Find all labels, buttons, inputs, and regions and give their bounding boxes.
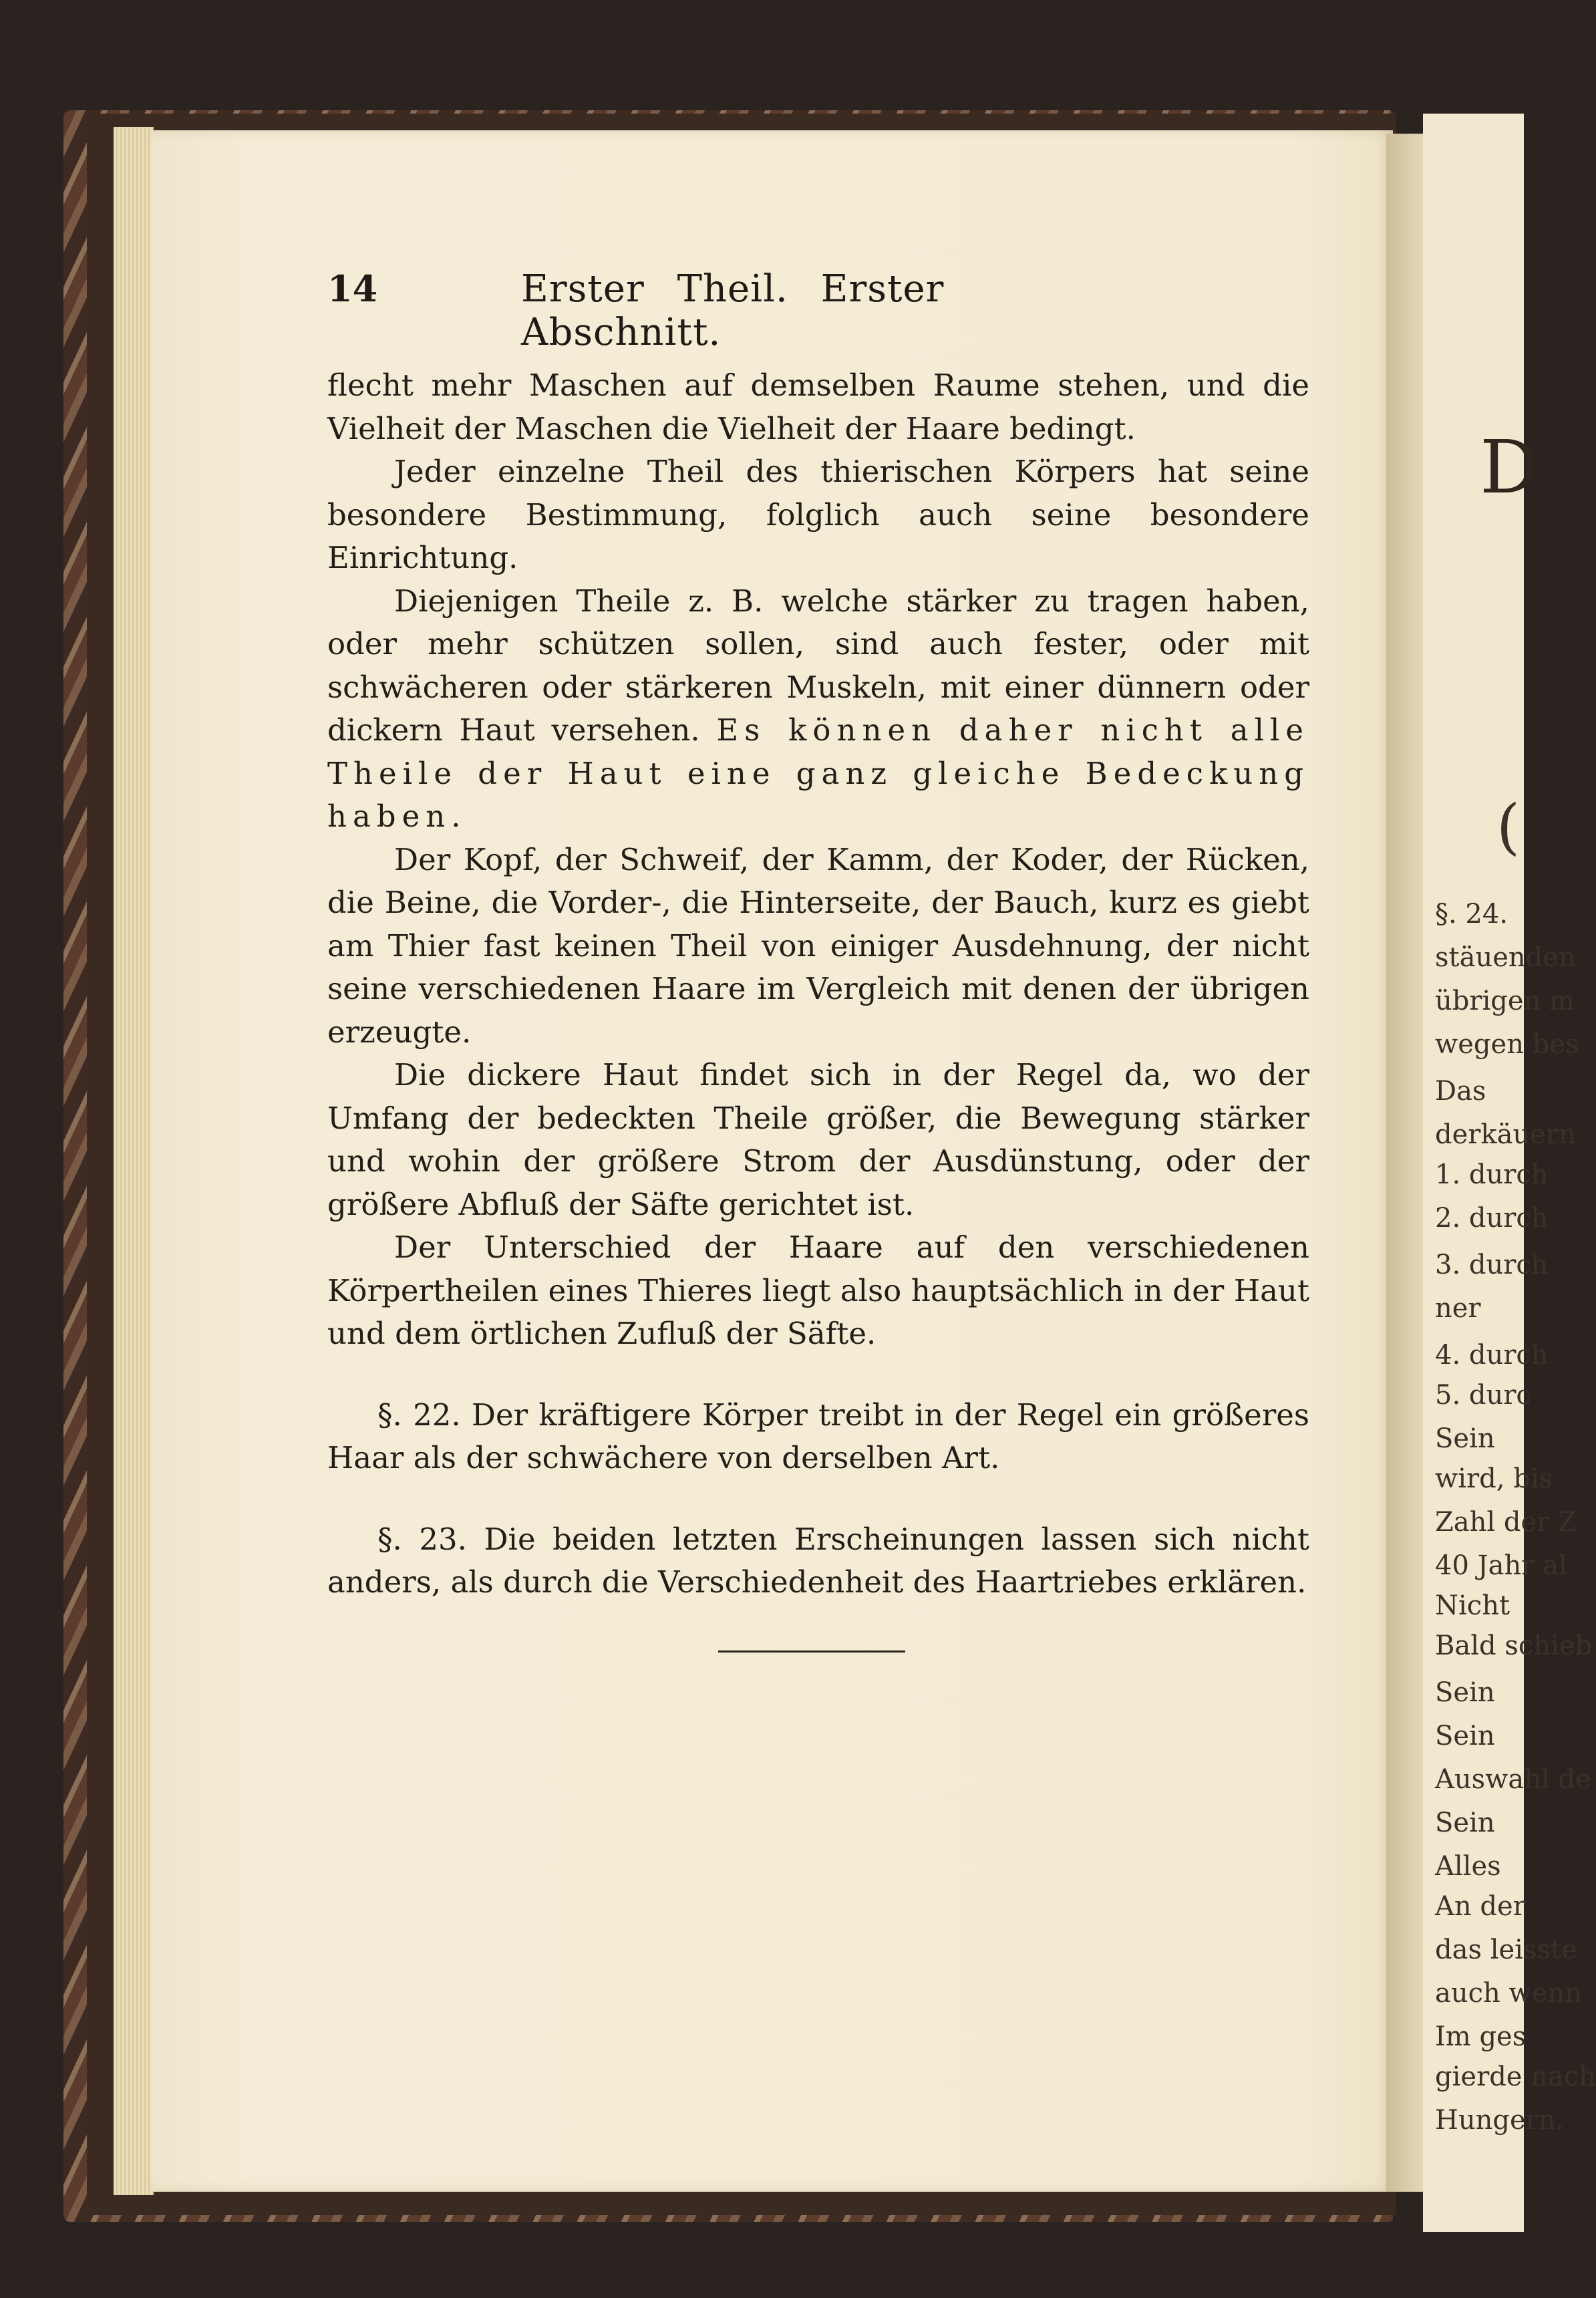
page-header xyxy=(327,267,1129,354)
facing-page-fragment: Im ges xyxy=(1435,2021,1527,2052)
end-rule xyxy=(718,1650,905,1653)
facing-page-fragment: 2. durch xyxy=(1435,1203,1549,1234)
paragraph: Die dickere Haut findet sich in der Regel da, wo der Umfang der bedeckten Theile größer, die Bewegung stärker und wohin der größere Strom der Ausdünstung, oder der größere Abfluß der Säfte gerichtet ist. xyxy=(327,1057,1309,1222)
facing-page-fragment: übrigen m xyxy=(1435,986,1575,1016)
facing-page-fragment: Alles xyxy=(1435,1851,1501,1882)
facing-page-fragment: Zahl der Z xyxy=(1435,1507,1577,1538)
section-22: §. 22. Der kräftigere Körper treibt in der Regel ein größeres Haar als der schwächere von derselben Art. xyxy=(327,1397,1309,1475)
facing-page-fragment: §. 24. xyxy=(1435,899,1508,929)
facing-page-fragment: ner xyxy=(1435,1293,1481,1324)
section-23: §. 23. Die beiden letzten Erscheinungen lassen sich nicht anders, als durch die Verschiedenheit des Haartriebes erklären. xyxy=(327,1521,1309,1600)
facing-page-fragment: Bald schieb xyxy=(1435,1630,1593,1661)
body-text xyxy=(327,364,1309,1604)
facing-page-fragment: auch wenn xyxy=(1435,1978,1582,2009)
spaced-emphasis: Es können daher nicht alle Theile der Haut eine ganz gleiche Bedeckung haben. xyxy=(327,712,1309,834)
paragraph: Der Unterschied der Haare auf den verschiedenen Körpertheilen eines Thieres liegt also hauptsächlich in der Haut und dem örtlichen Zufluß der Säfte. xyxy=(327,1230,1309,1351)
facing-page-fragment: Sein xyxy=(1435,1721,1495,1751)
facing-page-fragment: wird, bis xyxy=(1435,1463,1553,1494)
facing-page-fragment: wegen bes xyxy=(1435,1029,1579,1060)
facing-page-fragment: Hungern. xyxy=(1435,2105,1565,2136)
facing-page-initial: D xyxy=(1480,424,1539,510)
facing-page-fragment: 1. durch xyxy=(1435,1159,1549,1190)
facing-page-fragment: 5. durc xyxy=(1435,1380,1531,1411)
running-title: Erster Theil. Erster Abschnitt. xyxy=(521,267,945,354)
facing-page-fragment: 40 Jahr al xyxy=(1435,1550,1567,1581)
facing-page-fragment: 3. durch xyxy=(1435,1250,1549,1280)
facing-page-fragment: Nicht xyxy=(1435,1590,1510,1621)
facing-page-fragment: derkäuern xyxy=(1435,1119,1576,1150)
facing-page-side-letter: ( xyxy=(1496,792,1521,862)
facing-page-fragment: Sein xyxy=(1435,1423,1495,1454)
paragraph: Der Kopf, der Schweif, der Kamm, der Koder, der Rücken, die Beine, die Vorder-, die Hinterseite, der Bauch, kurz es giebt am Thier fast keinen Theil von einiger Ausdehnung, der nicht seine verschiedenen Haare im Vergleich mit denen der übrigen erzeugte. xyxy=(327,841,1309,1050)
facing-page-fragment: gierde nach xyxy=(1435,2061,1596,2092)
paragraph: Diejenigen Theile z. B. welche stärker zu tragen haben, oder mehr schützen sollen, sind auch fester, oder mit schwächeren oder stärkeren Muskeln, mit einer dünnern oder dickern Haut versehen. Es können daher nicht alle Theile der Haut eine ganz gleiche Bedeckung haben. xyxy=(327,583,1309,834)
facing-page-fragment: Sein xyxy=(1435,1808,1495,1838)
facing-page-fragment: stäuenden xyxy=(1435,942,1576,973)
facing-page-fragment: Auswahl de xyxy=(1435,1764,1591,1795)
facing-page-fragment: 4. durch xyxy=(1435,1340,1549,1371)
facing-page xyxy=(1423,114,1596,2232)
facing-page-fragment: An der xyxy=(1435,1891,1526,1922)
paragraph: flecht mehr Maschen auf demselben Raume stehen, und die Vielheit der Maschen die Vielheit der Haare bedingt. xyxy=(327,368,1309,446)
facing-page-fragment: Sein xyxy=(1435,1677,1495,1708)
facing-page-fragment: Das xyxy=(1435,1076,1486,1107)
facing-page-fragment: das leisste xyxy=(1435,1934,1577,1965)
page-edges xyxy=(114,127,154,2195)
paragraph: Jeder einzelne Theil des thierischen Körpers hat seine besondere Bestimmung, folglich auch seine besondere Einrichtung. xyxy=(327,454,1309,575)
page-number: 14 xyxy=(327,267,378,310)
